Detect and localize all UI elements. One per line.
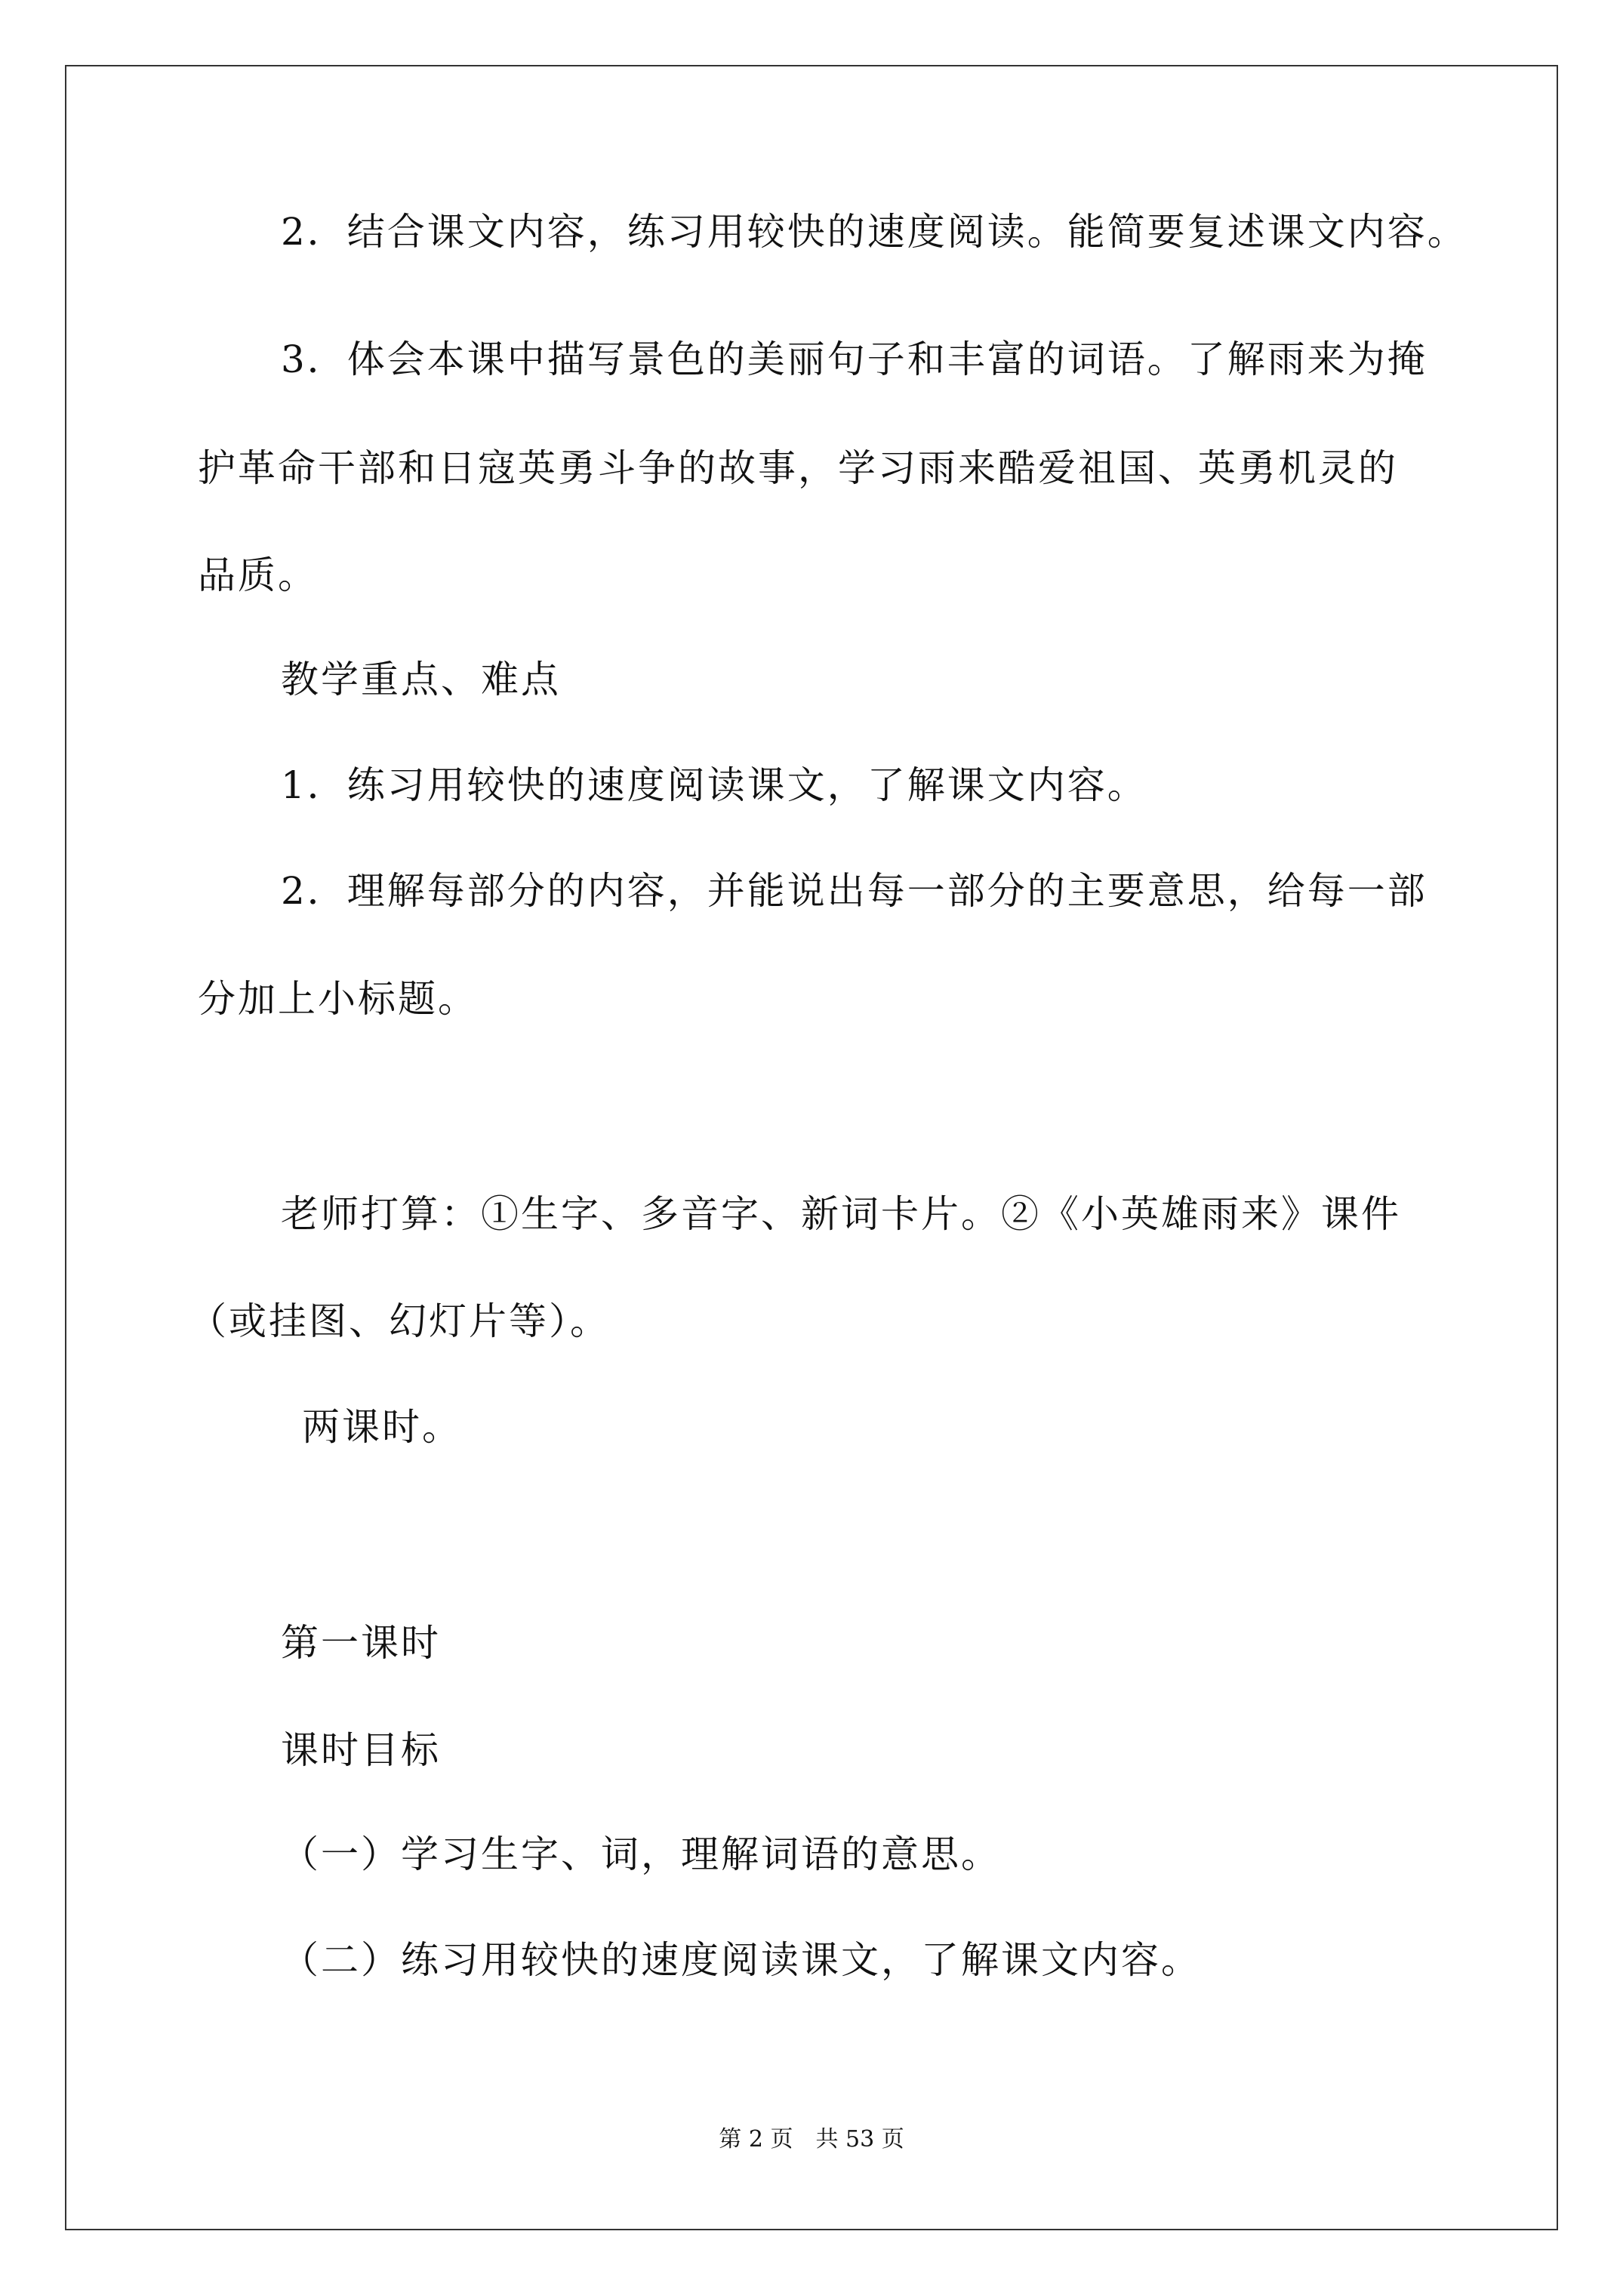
page-footer: 第 2 页 共 53 页 (719, 2126, 904, 2153)
paragraph-line: 护革命干部和日寇英勇斗争的故事，学习雨来酷爱祖国、英勇机灵的 (198, 446, 1398, 490)
paragraph-line: 两课时。 (302, 1405, 462, 1449)
paragraph-line: （一）学习生字、词，理解词语的意思。 (281, 1832, 1001, 1876)
paragraph-line: 分加上小标题。 (198, 977, 478, 1021)
paragraph-line: 2．结合课文内容，练习用较快的速度阅读。能简要复述课文内容。 (281, 210, 1467, 254)
section-heading: 教学重点、难点 (281, 658, 561, 701)
paragraph-line: 老师打算：①生字、多音字、新词卡片。②《小英雄雨来》课件 (281, 1192, 1401, 1236)
page-frame (65, 65, 1558, 2230)
paragraph-line: 1．练习用较快的速度阅读课文，了解课文内容。 (281, 763, 1147, 807)
paragraph-line: （或挂图、幻灯片等）。 (189, 1299, 610, 1343)
paragraph-line: 3．体会本课中描写景色的美丽句子和丰富的词语。了解雨来为掩 (281, 337, 1427, 381)
paragraph-line: 品质。 (198, 553, 318, 597)
paragraph-line: 2．理解每部分的内容，并能说出每一部分的主要意思，给每一部 (281, 869, 1427, 913)
section-heading: 课时目标 (281, 1728, 441, 1772)
paragraph-line: （二）练习用较快的速度阅读课文，了解课文内容。 (281, 1938, 1201, 1982)
section-heading: 第一课时 (281, 1621, 441, 1665)
